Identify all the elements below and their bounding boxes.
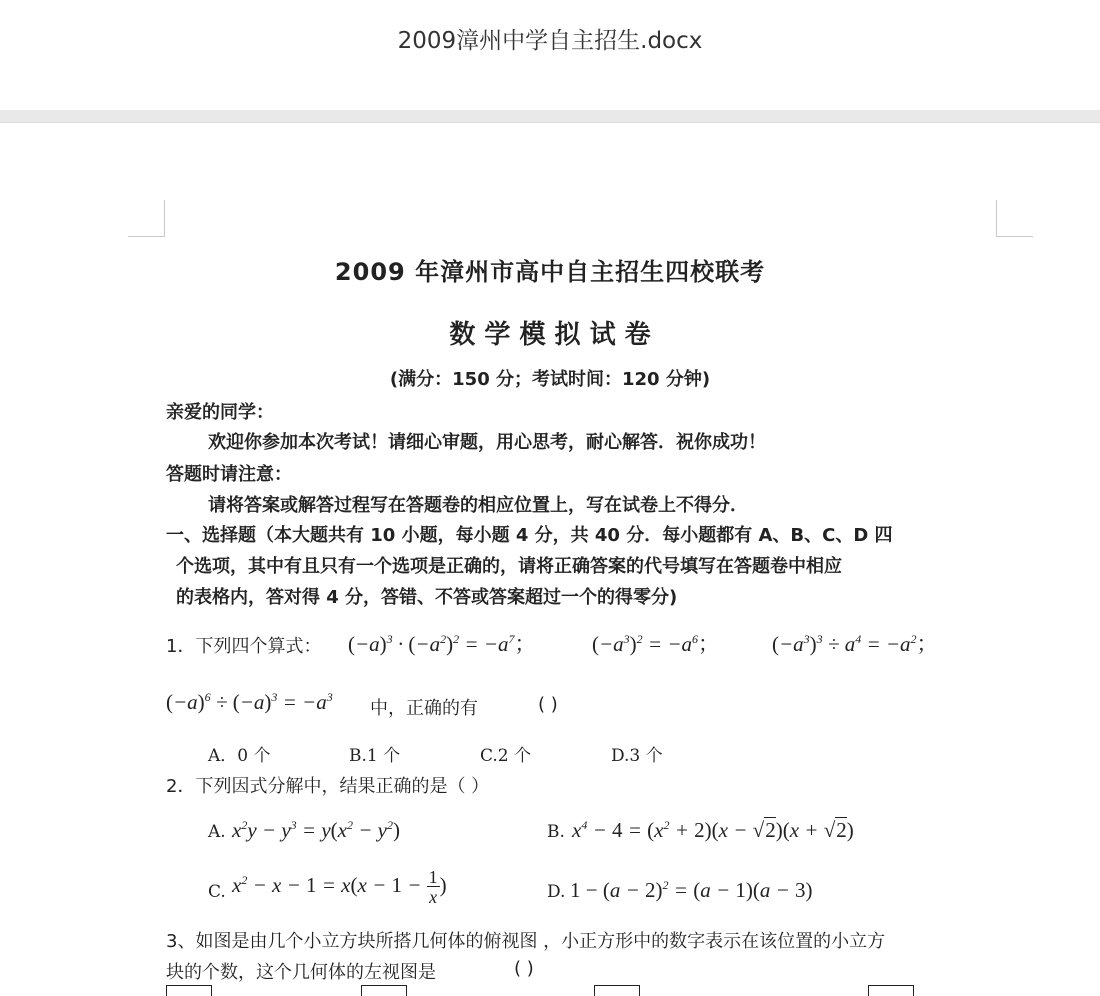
q1-answer-blank: ( ) — [538, 694, 558, 715]
document-title: 2009漳州中学自主招生.docx — [397, 28, 703, 54]
greeting-text: 欢迎你参加本次考试！请细心审题，用心思考，耐心解答．祝你成功！ — [208, 432, 766, 453]
q3-text-line2: 块的个数，这个几何体的左视图是 — [166, 962, 436, 983]
notice-text: 请将答案或解答过程写在答题卷的相应位置上，写在试卷上不得分． — [208, 495, 748, 516]
page-separator — [0, 110, 1100, 123]
title-bar — [0, 0, 1100, 110]
notice-label: 答题时请注意： — [166, 464, 292, 485]
q2-option-a-expression: $x^2y - y^3 = y(x^2 - y^2)$ — [232, 818, 400, 842]
q1-option-b: B.1 个 — [349, 746, 401, 766]
q1-expression-1: $(-a)^3 \cdot (-a^2)^2 = -a^7$； — [348, 632, 536, 656]
q1-option-a: A．0 个 — [208, 746, 271, 766]
section1-heading-line1: 一、选择题（本大题共有 10 小题，每小题 4 分，共 40 分．每小题都有 A、B、C、D 四 — [166, 525, 893, 546]
margin-corner-top-left — [128, 200, 165, 237]
q3-figure-grid — [166, 985, 212, 996]
q1-option-d: D.3 个 — [611, 746, 663, 766]
margin-corner-top-right — [996, 200, 1033, 237]
q2-text: 2．下列因式分解中，结果正确的是（ ） — [166, 776, 490, 797]
q2-option-b-expression: $x^4 - 4 = (x^2 + 2)(x - √2)(x + √2)$ — [572, 818, 854, 842]
q2-option-d-label: D. — [547, 882, 566, 902]
q2-option-d-expression: $1 - (a - 2)^2 = (a - 1)(a - 3)$ — [570, 878, 813, 902]
q3-text-line1: 3、如图是由几个小立方块所搭几何体的俯视图 ，小正方形中的数字表示在该位置的小立方 — [166, 931, 886, 952]
section1-heading-line2: 个选项，其中有且只有一个选项是正确的，请将正确答案的代号填写在答题卷中相应 — [176, 556, 842, 577]
q3-answer-blank: ( ) — [514, 958, 534, 979]
greeting-label: 亲爱的同学： — [166, 402, 274, 423]
q3-option-figure-c — [868, 985, 914, 996]
exam-score-time: (满分：150 分；考试时间：120 分钟) — [389, 369, 711, 390]
q1-expression-3: $(-a^3)^3 \div a^4 = -a^2$； — [772, 632, 938, 656]
q3-option-figure-a — [361, 985, 407, 996]
q1-expression-4: $(-a)^6 \div (-a)^3 = -a^3$ — [166, 690, 333, 714]
section1-heading-line3: 的表格内，答对得 4 分，答错、不答或答案超过一个的得零分) — [176, 587, 678, 608]
q2-option-c-expression: $x^2 - x - 1 = x(x - 1$ − $\frac{1}{x}$ ) — [232, 867, 447, 907]
q1-prefix: 1．下列四个算式： — [166, 636, 322, 657]
q3-option-figure-b — [594, 985, 640, 996]
exam-heading: 2009 年漳州市高中自主招生四校联考 — [334, 258, 766, 286]
q2-option-b-label: B. — [547, 822, 565, 842]
q1-suffix: 中，正确的有 — [370, 698, 478, 719]
q2-option-a-label: A. — [208, 822, 226, 842]
exam-subject-heading: 数 学 模 拟 试 卷 — [449, 320, 651, 350]
q1-option-c: C.2 个 — [480, 746, 532, 766]
q1-expression-2: $(-a^3)^2 = -a^6$； — [592, 632, 720, 656]
q2-option-c-label: C. — [208, 882, 226, 902]
